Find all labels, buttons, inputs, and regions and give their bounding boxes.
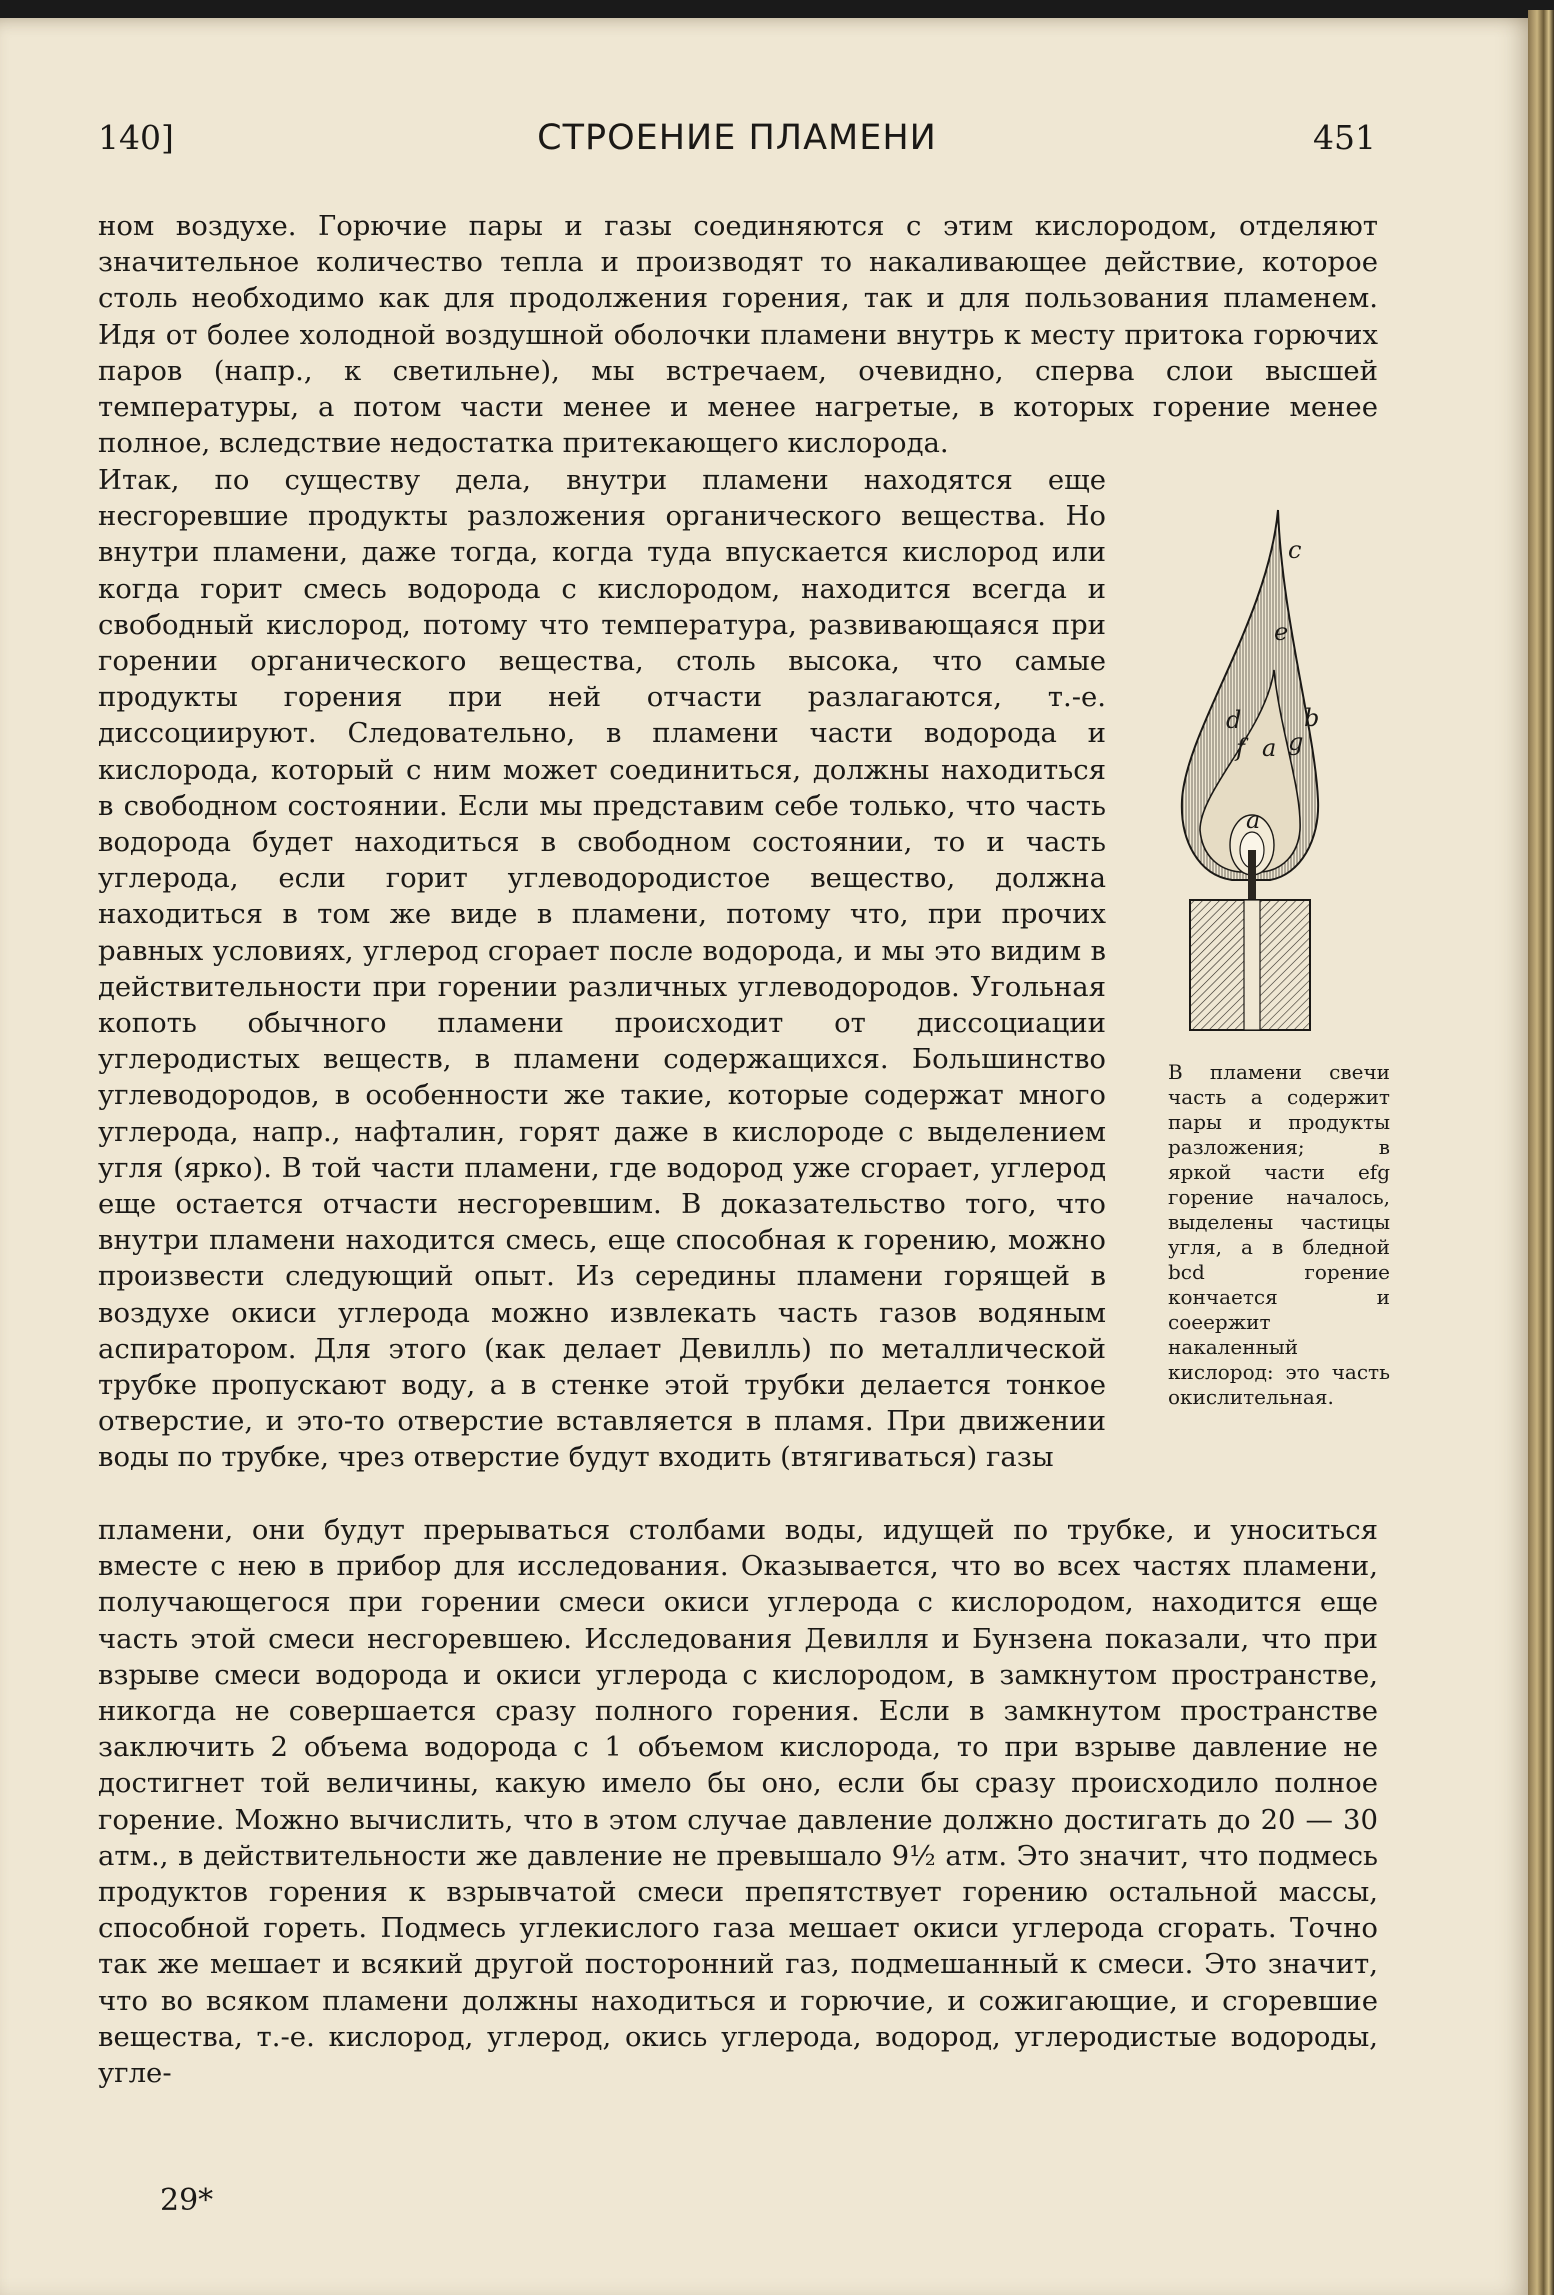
label-c: c: [1288, 536, 1302, 564]
section-number: 140]: [98, 118, 174, 157]
candle-body: [1190, 900, 1310, 1030]
body-paragraph-1: ном воздухе. Горючие пары и газы соединяются с этим кислородом, отделяют значительное количество тепла и производят то накаливающее действие, которое столь необходимо как для продолжения горения, так и для пользования пламенем. Идя от более холодной воздушной оболочки пламени внутрь к месту притока горючих паров (напр., к светильне), мы встречаем, очевидно, сперва слои высшей температуры, а потом части менее и менее нагретые, в которых горение менее полное, вследствие недостатка притекающего кислорода.: [98, 210, 1378, 460]
label-d: d: [1226, 706, 1242, 734]
running-header: [98, 118, 1376, 178]
page-edge: [1528, 10, 1554, 2295]
body-paragraph-3: пламени, они будут прерываться столбами воды, идущей по трубке, и уноситься вместе с нею в прибор для исследования. Оказывается, что во всех частях пламени, получающегося при горении смеси окиси углерода с кислородом, находится еще часть этой смеси несгоревшею. Исследования Девилля и Бунзена показали, что при взрыве смеси водорода и окиси углерода с кислородом, в замкнутом пространстве, никогда не совершается сразу полного горения. Если в замкнутом пространстве заключить 2 объема водорода с 1 объемом кислорода, то при взрыве давление не достигнет той величины, какую имело бы оно, если бы сразу происходило полное горение. Можно вычислить, что в этом случае давление должно достигать до 20 — 30 атм., в действительности же давление не превышало 9½ атм. Это значит, что подмесь продуктов горения к взрывчатой смеси препятствует горению остальной массы, способной гореть. Подмесь углекислого газа мешает окиси углерода сгорать. Точно так же мешает и всякий другой посторонний газ, подмешанный к смеси. Это значит, что во всяком пламени должны находиться и горючие, и сожигающие, и сгоревшие вещества, т.-е. кислород, углерод, окись углерода, водород, углеродистые водороды, угле-: [98, 1514, 1378, 2090]
label-a-top: a: [1262, 734, 1277, 762]
label-a-bottom: a: [1246, 806, 1261, 834]
figure-caption: В пламени свечи часть a содержит пары и продукты разложения; в яркой части efg горение началось, выделены частицы угля, а в бледной bcd горение кончается и соеержит накаленный кислород: это часть окислительная.: [1168, 1060, 1390, 1409]
label-f: f: [1236, 734, 1245, 762]
page-title: СТРОЕНИЕ ПЛАМЕНИ: [537, 118, 937, 158]
label-b: b: [1304, 704, 1320, 732]
signature-mark: 29*: [160, 2183, 214, 2218]
candle-flame-figure: [1170, 500, 1330, 1040]
body-paragraph-2: Итак, по существу дела, внутри пламени находятся еще несгоревшие продукты разложения органического вещества. Но внутри пламени, даже тогда, когда туда впускается кислород или когда горит смесь водорода с кислородом, находится всегда и свободный кислород, потому что температура, развивающаяся при горении органического вещества, столь высока, что самые продукты горения при ней отчасти разлагаются, т.-е. диссоциируют. Следовательно, в пламени части водорода и кислорода, который с ним может соединиться, должны находиться в свободном состоянии. Если мы представим себе только, что часть водорода будет находиться в свободном состоянии, то и часть углерода, если горит углеводородистое вещество, должна находиться в том же виде в пламени, потому что, при прочих равных условиях, углерод сгорает после водорода, и мы это видим в действительности при горении различных углеводородов. Угольная копоть обычного пламени происходит от диссоциации углеродистых веществ, в пламени содержащихся. Большинство углеводородов, в особенности же такие, которые содержат много углерода, напр., нафталин, горят даже в кислороде с выделением угля (ярко). В той части пламени, где водород уже сгорает, углерод еще остается отчасти несгоревшим. В доказательство того, что внутри пламени находится смесь, еще способная к горению, можно произвести следующий опыт. Из середины пламени горящей в воздухе окиси углерода можно извлекать часть газов водяным аспиратором. Для этого (как делает Девилль) по металлической трубке пропускают воду, а в стенке этой трубки делается тонкое отверстие, и это-то отверстие вставляется в пламя. При движении воды по трубке, чрез отверстие будут входить (втягиваться) газы: [98, 464, 1106, 1474]
label-g: g: [1288, 728, 1304, 756]
page-number: 451: [1313, 118, 1376, 157]
label-e: e: [1274, 618, 1289, 646]
